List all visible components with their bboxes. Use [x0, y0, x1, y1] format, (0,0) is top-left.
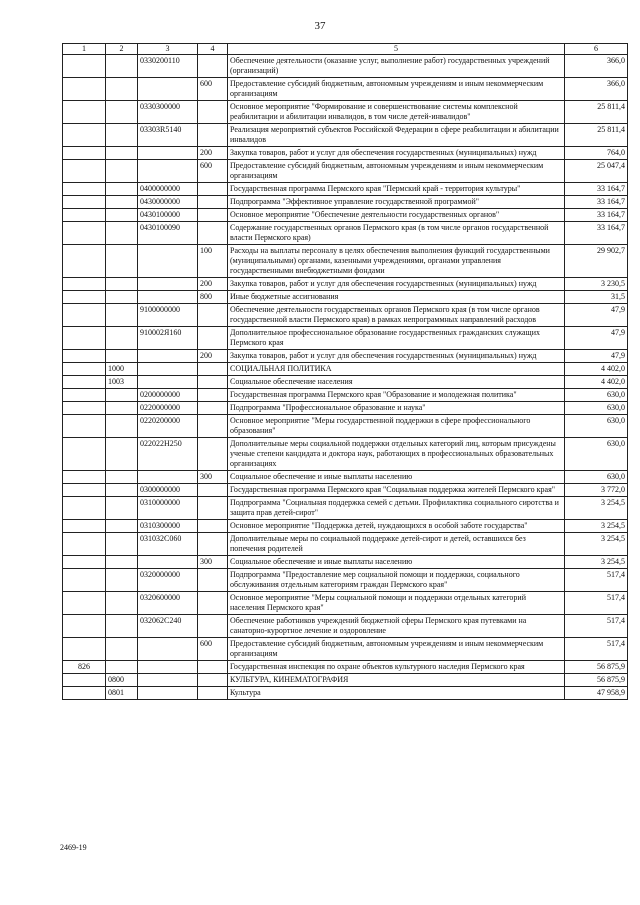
target-article-cell [138, 160, 198, 183]
table-row [63, 304, 628, 327]
description-cell: Содержание государственных органов Пермского края (в том числе органов государственной власти Пермского края) [228, 222, 565, 245]
expense-type-cell [198, 415, 228, 438]
section-code-cell: 0801 [106, 687, 138, 700]
ministry-code-cell [63, 471, 106, 484]
amount-cell: 47,9 [565, 350, 628, 363]
ministry-code-cell [63, 638, 106, 661]
expense-type-cell [198, 327, 228, 350]
target-article-cell [138, 78, 198, 101]
target-article-cell [138, 363, 198, 376]
description-cell: Основное мероприятие "Обеспечение деятельности государственных органов" [228, 209, 565, 222]
ministry-code-cell [63, 484, 106, 497]
amount-cell: 47,9 [565, 327, 628, 350]
section-code-cell [106, 222, 138, 245]
table-row [63, 101, 628, 124]
expense-type-cell [198, 674, 228, 687]
header-col-4: 4 [198, 44, 228, 55]
expense-type-cell [198, 484, 228, 497]
expense-type-cell: 100 [198, 245, 228, 278]
section-code-cell: 1000 [106, 363, 138, 376]
amount-cell: 47 958,9 [565, 687, 628, 700]
target-article-cell [138, 376, 198, 389]
header-col-5: 5 [228, 44, 565, 55]
table-row [63, 556, 628, 569]
expense-type-cell: 200 [198, 147, 228, 160]
ministry-code-cell [63, 350, 106, 363]
expense-type-cell [198, 569, 228, 592]
expense-type-cell [198, 438, 228, 471]
section-code-cell [106, 389, 138, 402]
target-article-cell [138, 350, 198, 363]
header-col-6: 6 [565, 44, 628, 55]
expense-type-cell: 300 [198, 556, 228, 569]
ministry-code-cell [63, 209, 106, 222]
amount-cell: 33 164,7 [565, 196, 628, 209]
amount-cell: 25 811,4 [565, 101, 628, 124]
expense-type-cell [198, 615, 228, 638]
amount-cell: 517,4 [565, 638, 628, 661]
section-code-cell [106, 533, 138, 556]
amount-cell: 3 254,5 [565, 520, 628, 533]
expense-type-cell [198, 687, 228, 700]
target-article-cell: 032062С240 [138, 615, 198, 638]
amount-cell: 3 254,5 [565, 556, 628, 569]
description-cell: Дополнительные меры социальной поддержки отдельных категорий лиц, которым присуждены ученые степени кандидата и доктора наук, работающих в профессиональных образовательных организациях [228, 438, 565, 471]
description-cell: Основное мероприятие "Поддержка детей, нуждающихся в особой заботе государства" [228, 520, 565, 533]
description-cell: Закупка товаров, работ и услуг для обеспечения государственных (муниципальных) нужд [228, 350, 565, 363]
target-article-cell: 0200000000 [138, 389, 198, 402]
section-code-cell [106, 196, 138, 209]
description-cell: Социальное обеспечение населения [228, 376, 565, 389]
table-row [63, 402, 628, 415]
target-article-cell [138, 661, 198, 674]
ministry-code-cell [63, 592, 106, 615]
amount-cell: 366,0 [565, 55, 628, 78]
amount-cell: 630,0 [565, 471, 628, 484]
target-article-cell [138, 278, 198, 291]
target-article-cell [138, 687, 198, 700]
target-article-cell: 031032С060 [138, 533, 198, 556]
amount-cell: 4 402,0 [565, 376, 628, 389]
description-cell: КУЛЬТУРА, КИНЕМАТОГРАФИЯ [228, 674, 565, 687]
amount-cell: 33 164,7 [565, 209, 628, 222]
target-article-cell [138, 291, 198, 304]
description-cell: Основное мероприятие "Меры государственной поддержки в сфере профессионального образования" [228, 415, 565, 438]
amount-cell: 3 254,5 [565, 497, 628, 520]
expense-type-cell [198, 402, 228, 415]
amount-cell: 25 811,4 [565, 124, 628, 147]
expense-type-cell [198, 222, 228, 245]
table-row [63, 278, 628, 291]
budget-table [62, 43, 628, 700]
ministry-code-cell: 826 [63, 661, 106, 674]
section-code-cell [106, 78, 138, 101]
ministry-code-cell [63, 304, 106, 327]
description-cell: Предоставление субсидий бюджетным, автономным учреждениям и иным некоммерческим организациям [228, 160, 565, 183]
table-row [63, 222, 628, 245]
table-row [63, 674, 628, 687]
section-code-cell [106, 497, 138, 520]
description-cell: Государственная программа Пермского края "Образование и молодежная политика" [228, 389, 565, 402]
header-col-1: 1 [63, 44, 106, 55]
section-code-cell: 1003 [106, 376, 138, 389]
expense-type-cell: 600 [198, 160, 228, 183]
section-code-cell [106, 569, 138, 592]
ministry-code-cell [63, 222, 106, 245]
ministry-code-cell [63, 147, 106, 160]
expense-type-cell [198, 55, 228, 78]
table-row [63, 327, 628, 350]
target-article-cell: 0430100090 [138, 222, 198, 245]
ministry-code-cell [63, 291, 106, 304]
table-row [63, 661, 628, 674]
section-code-cell [106, 438, 138, 471]
ministry-code-cell [63, 556, 106, 569]
description-cell: Государственная программа Пермского края "Социальная поддержка жителей Пермского края" [228, 484, 565, 497]
section-code-cell [106, 484, 138, 497]
target-article-cell [138, 638, 198, 661]
description-cell: Основное мероприятие "Формирование и совершенствование системы комплексной реабилитации и абилитации инвалидов, в том числе детей-инвалидов" [228, 101, 565, 124]
amount-cell: 56 875,9 [565, 674, 628, 687]
description-cell: Реализация мероприятий субъектов Российской Федерации в сфере реабилитации и абилитации инвалидов [228, 124, 565, 147]
ministry-code-cell [63, 196, 106, 209]
target-article-cell [138, 556, 198, 569]
header-col-2: 2 [106, 44, 138, 55]
section-code-cell [106, 55, 138, 78]
expense-type-cell: 800 [198, 291, 228, 304]
table-row [63, 55, 628, 78]
ministry-code-cell [63, 438, 106, 471]
expense-type-cell [198, 101, 228, 124]
description-cell: Иные бюджетные ассигнования [228, 291, 565, 304]
description-cell: СОЦИАЛЬНАЯ ПОЛИТИКА [228, 363, 565, 376]
table-row [63, 533, 628, 556]
description-cell: Предоставление субсидий бюджетным, автономным учреждениям и иным некоммерческим организациям [228, 78, 565, 101]
section-code-cell [106, 160, 138, 183]
description-cell: Расходы на выплаты персоналу в целях обеспечения выполнения функций государственными (муниципальными) органами, казенными учреждениями, органами управления государственными внебюджетными фондами [228, 245, 565, 278]
table-row [63, 291, 628, 304]
table-row [63, 497, 628, 520]
amount-cell: 3 230,5 [565, 278, 628, 291]
target-article-cell [138, 147, 198, 160]
description-cell: Закупка товаров, работ и услуг для обеспечения государственных (муниципальных) нужд [228, 147, 565, 160]
header-col-3: 3 [138, 44, 198, 55]
expense-type-cell [198, 592, 228, 615]
expense-type-cell [198, 520, 228, 533]
expense-type-cell [198, 533, 228, 556]
table-row [63, 687, 628, 700]
table-row [63, 415, 628, 438]
section-code-cell [106, 350, 138, 363]
ministry-code-cell [63, 533, 106, 556]
table-row [63, 569, 628, 592]
section-code-cell [106, 638, 138, 661]
amount-cell: 33 164,7 [565, 183, 628, 196]
footer-code: 2469-19 [60, 843, 87, 852]
table-row [63, 363, 628, 376]
expense-type-cell [198, 196, 228, 209]
section-code-cell [106, 209, 138, 222]
description-cell: Культура [228, 687, 565, 700]
description-cell: Государственная инспекция по охране объектов культурного наследия Пермского края [228, 661, 565, 674]
target-article-cell: 0220000000 [138, 402, 198, 415]
section-code-cell: 0800 [106, 674, 138, 687]
section-code-cell [106, 124, 138, 147]
amount-cell: 366,0 [565, 78, 628, 101]
table-row [63, 438, 628, 471]
table-row [63, 484, 628, 497]
description-cell: Основное мероприятие "Меры социальной помощи и поддержки отдельных категорий населения Пермского края" [228, 592, 565, 615]
description-cell: Обеспечение деятельности государственных органов Пермского края (в том числе органов государственной власти Пермского края) в рамках непрограммных направлений расходов [228, 304, 565, 327]
amount-cell: 3 254,5 [565, 533, 628, 556]
expense-type-cell: 600 [198, 78, 228, 101]
amount-cell: 630,0 [565, 389, 628, 402]
expense-type-cell: 300 [198, 471, 228, 484]
ministry-code-cell [63, 674, 106, 687]
ministry-code-cell [63, 78, 106, 101]
target-article-cell: 910002Я160 [138, 327, 198, 350]
amount-cell: 3 772,0 [565, 484, 628, 497]
ministry-code-cell [63, 615, 106, 638]
target-article-cell: 0320000000 [138, 569, 198, 592]
table-row [63, 592, 628, 615]
section-code-cell [106, 327, 138, 350]
description-cell: Подпрограмма "Предоставление мер социальной помощи и поддержки, социального обслуживания отдельным категориям граждан Пермского края" [228, 569, 565, 592]
amount-cell: 630,0 [565, 415, 628, 438]
description-cell: Дополнительные меры по социальной поддержке детей-сирот и детей, оставшихся без попечения родителей [228, 533, 565, 556]
table-row [63, 147, 628, 160]
description-cell: Обеспечение деятельности (оказание услуг, выполнение работ) государственных учреждений (организаций) [228, 55, 565, 78]
description-cell: Подпрограмма "Эффективное управление государственной программой" [228, 196, 565, 209]
target-article-cell: 022022Н250 [138, 438, 198, 471]
description-cell: Обеспечение работников учреждений бюджетной сферы Пермского края путевками на санаторно-курортное лечение и оздоровление [228, 615, 565, 638]
amount-cell: 4 402,0 [565, 363, 628, 376]
target-article-cell: 9100000000 [138, 304, 198, 327]
section-code-cell [106, 101, 138, 124]
ministry-code-cell [63, 415, 106, 438]
amount-cell: 47,9 [565, 304, 628, 327]
expense-type-cell [198, 304, 228, 327]
ministry-code-cell [63, 569, 106, 592]
table-row [63, 245, 628, 278]
page-number: 37 [314, 20, 326, 32]
description-cell: Дополнительное профессиональное образование государственных гражданских служащих Пермского края [228, 327, 565, 350]
section-code-cell [106, 183, 138, 196]
ministry-code-cell [63, 389, 106, 402]
description-cell: Социальное обеспечение и иные выплаты населению [228, 471, 565, 484]
ministry-code-cell [63, 101, 106, 124]
target-article-cell: 0300000000 [138, 484, 198, 497]
section-code-cell [106, 661, 138, 674]
amount-cell: 33 164,7 [565, 222, 628, 245]
ministry-code-cell [63, 520, 106, 533]
table-row [63, 376, 628, 389]
amount-cell: 517,4 [565, 615, 628, 638]
table-row [63, 183, 628, 196]
expense-type-cell [198, 389, 228, 402]
amount-cell: 630,0 [565, 438, 628, 471]
section-code-cell [106, 520, 138, 533]
description-cell: Государственная программа Пермского края "Пермский край - территория культуры" [228, 183, 565, 196]
expense-type-cell [198, 497, 228, 520]
expense-type-cell: 600 [198, 638, 228, 661]
table-row [63, 389, 628, 402]
target-article-cell [138, 674, 198, 687]
ministry-code-cell [63, 124, 106, 147]
description-cell: Социальное обеспечение и иные выплаты населению [228, 556, 565, 569]
section-code-cell [106, 556, 138, 569]
table-row [63, 209, 628, 222]
amount-cell: 29 902,7 [565, 245, 628, 278]
amount-cell: 56 875,9 [565, 661, 628, 674]
table-row [63, 196, 628, 209]
table-row [63, 160, 628, 183]
table-row [63, 638, 628, 661]
ministry-code-cell [63, 687, 106, 700]
table-row [63, 350, 628, 363]
table-row [63, 520, 628, 533]
description-cell: Предоставление субсидий бюджетным, автономным учреждениям и иным некоммерческим организациям [228, 638, 565, 661]
section-code-cell [106, 278, 138, 291]
expense-type-cell [198, 183, 228, 196]
amount-cell: 25 047,4 [565, 160, 628, 183]
target-article-cell: 0400000000 [138, 183, 198, 196]
amount-cell: 517,4 [565, 569, 628, 592]
ministry-code-cell [63, 327, 106, 350]
expense-type-cell [198, 363, 228, 376]
section-code-cell [106, 415, 138, 438]
section-code-cell [106, 147, 138, 160]
expense-type-cell [198, 124, 228, 147]
ministry-code-cell [63, 245, 106, 278]
section-code-cell [106, 592, 138, 615]
ministry-code-cell [63, 363, 106, 376]
description-cell: Закупка товаров, работ и услуг для обеспечения государственных (муниципальных) нужд [228, 278, 565, 291]
ministry-code-cell [63, 402, 106, 415]
target-article-cell: 0330300000 [138, 101, 198, 124]
amount-cell: 630,0 [565, 402, 628, 415]
target-article-cell: 0310300000 [138, 520, 198, 533]
section-code-cell [106, 304, 138, 327]
expense-type-cell [198, 209, 228, 222]
expense-type-cell [198, 376, 228, 389]
target-article-cell: 0430000000 [138, 196, 198, 209]
table-body [63, 55, 628, 700]
header-row [63, 44, 628, 55]
ministry-code-cell [63, 278, 106, 291]
ministry-code-cell [63, 183, 106, 196]
ministry-code-cell [63, 376, 106, 389]
amount-cell: 764,0 [565, 147, 628, 160]
table-row [63, 615, 628, 638]
target-article-cell: 0430100000 [138, 209, 198, 222]
expense-type-cell: 200 [198, 278, 228, 291]
target-article-cell: 0320600000 [138, 592, 198, 615]
target-article-cell [138, 245, 198, 278]
section-code-cell [106, 245, 138, 278]
target-article-cell [138, 471, 198, 484]
table-row [63, 124, 628, 147]
ministry-code-cell [63, 497, 106, 520]
amount-cell: 517,4 [565, 592, 628, 615]
description-cell: Подпрограмма "Социальная поддержка семей с детьми. Профилактика социального сиротства и защита прав детей-сирот" [228, 497, 565, 520]
table-row [63, 471, 628, 484]
ministry-code-cell [63, 160, 106, 183]
table-row [63, 78, 628, 101]
target-article-cell: 0310000000 [138, 497, 198, 520]
expense-type-cell [198, 661, 228, 674]
description-cell: Подпрограмма "Профессиональное образование и наука" [228, 402, 565, 415]
ministry-code-cell [63, 55, 106, 78]
section-code-cell [106, 402, 138, 415]
amount-cell: 31,5 [565, 291, 628, 304]
section-code-cell [106, 291, 138, 304]
section-code-cell [106, 615, 138, 638]
target-article-cell: 0220200000 [138, 415, 198, 438]
expense-type-cell: 200 [198, 350, 228, 363]
target-article-cell: 03303R5140 [138, 124, 198, 147]
target-article-cell: 0330200110 [138, 55, 198, 78]
section-code-cell [106, 471, 138, 484]
